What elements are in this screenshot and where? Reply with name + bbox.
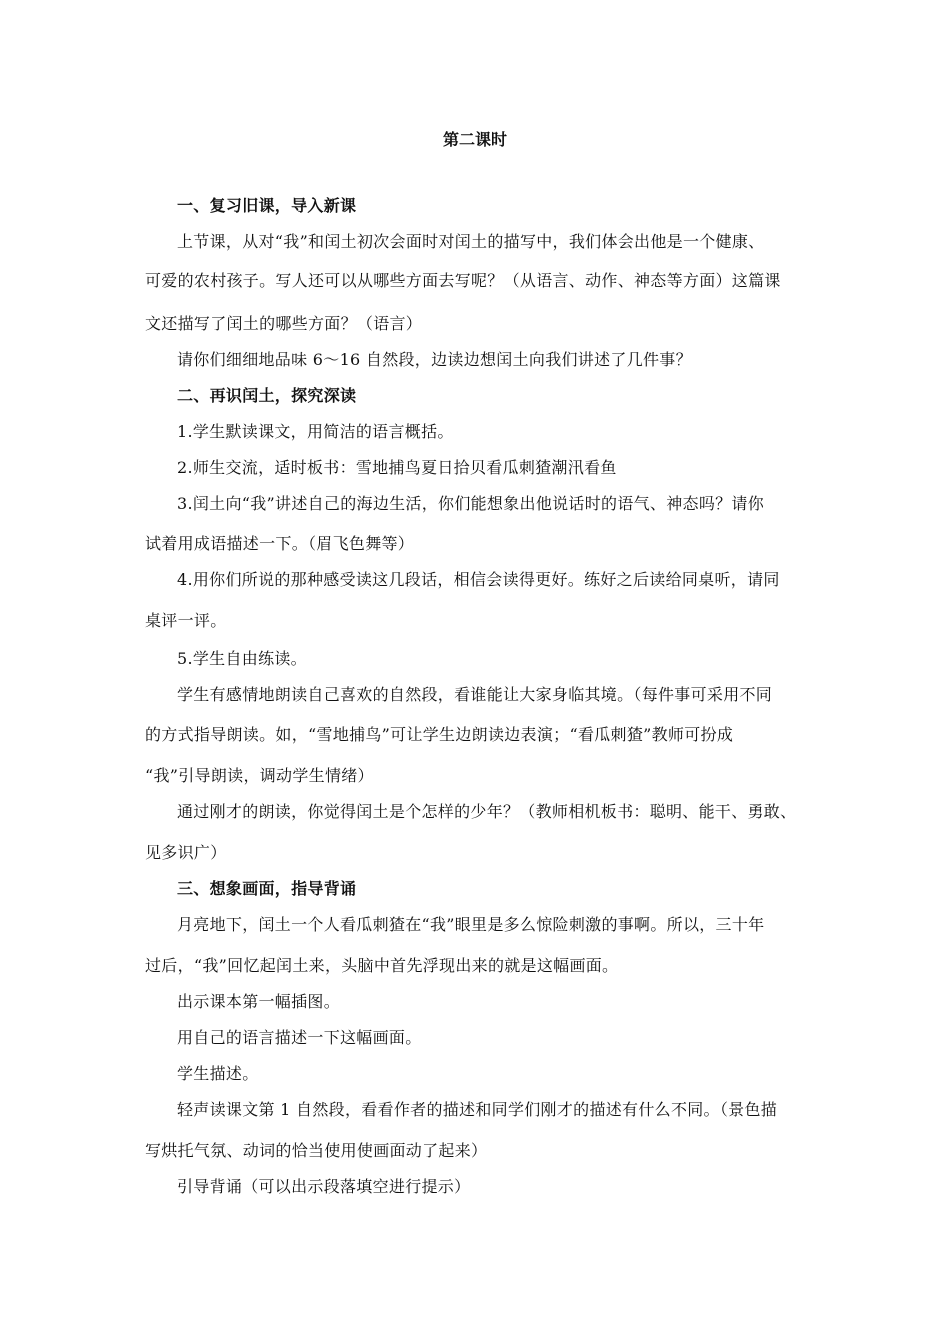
- paragraph-line: 见多识广）: [145, 843, 227, 862]
- paragraph-line: 学生描述。: [177, 1064, 259, 1083]
- paragraph-line: 可爱的农村孩子。写人还可以从哪些方面去写呢？（从语言、动作、神态等方面）这篇课: [145, 271, 781, 290]
- paragraph-line: 学生有感情地朗读自己喜欢的自然段，看谁能让大家身临其境。（每件事可采用不同: [177, 685, 773, 704]
- paragraph-line: 通过刚才的朗读，你觉得闰土是个怎样的少年？（教师相机板书：聪明、能干、勇敢、: [177, 802, 797, 821]
- paragraph-line: 3.闰土向“我”讲述自己的海边生活，你们能想象出他说话时的语气、神态吗？请你: [177, 494, 765, 513]
- paragraph-line: 写烘托气氛、动词的恰当使用使画面动了起来）: [145, 1141, 488, 1160]
- paragraph-line: 4.用你们所说的那种感受读这几段话，相信会读得更好。练好之后读给同桌听，请同: [177, 570, 780, 589]
- paragraph-line: 轻声读课文第 1 自然段，看看作者的描述和同学们刚才的描述有什么不同。（景色描: [177, 1100, 778, 1119]
- paragraph-line: 请你们细细地品味 6～16 自然段，边读边想闰土向我们讲述了几件事？: [177, 350, 692, 369]
- paragraph-line: 用自己的语言描述一下这幅画面。: [177, 1028, 422, 1047]
- page-title: 第二课时: [442, 130, 507, 149]
- paragraph-line: 的方式指导朗读。如，“雪地捕鸟”可让学生边朗读边表演；“看瓜刺猹”教师可扮成: [145, 725, 734, 744]
- paragraph-line: 出示课本第一幅插图。: [177, 992, 341, 1011]
- paragraph-line: 上节课，从对“我”和闰土初次会面时对闰土的描写中，我们体会出他是一个健康、: [177, 232, 765, 251]
- section-heading-imagine: 三、想象画面，指导背诵: [177, 879, 357, 898]
- paragraph-line: “我”引导朗读，调动学生情绪）: [145, 766, 374, 785]
- section-heading-explore: 二、再识闰土，探究深读: [177, 386, 357, 405]
- paragraph-line: 2.师生交流，适时板书：雪地捕鸟夏日拾贝看瓜刺猹潮汛看鱼: [177, 458, 617, 477]
- paragraph-line: 试着用成语描述一下。（眉飞色舞等）: [145, 534, 415, 553]
- paragraph-line: 月亮地下，闰土一个人看瓜刺猹在“我”眼里是多么惊险刺激的事啊。所以，三十年: [177, 915, 765, 934]
- paragraph-line: 文还描写了闰土的哪些方面？（语言）: [145, 314, 423, 333]
- paragraph-line: 引导背诵（可以出示段落填空进行提示）: [177, 1177, 471, 1196]
- section-heading-review: 一、复习旧课，导入新课: [177, 196, 357, 215]
- paragraph-line: 5.学生自由练读。: [177, 649, 307, 668]
- paragraph-line: 过后，“我”回忆起闰土来，头脑中首先浮现出来的就是这幅画面。: [145, 956, 619, 975]
- paragraph-line: 桌评一评。: [145, 611, 227, 630]
- paragraph-line: 1.学生默读课文，用简洁的语言概括。: [177, 422, 454, 441]
